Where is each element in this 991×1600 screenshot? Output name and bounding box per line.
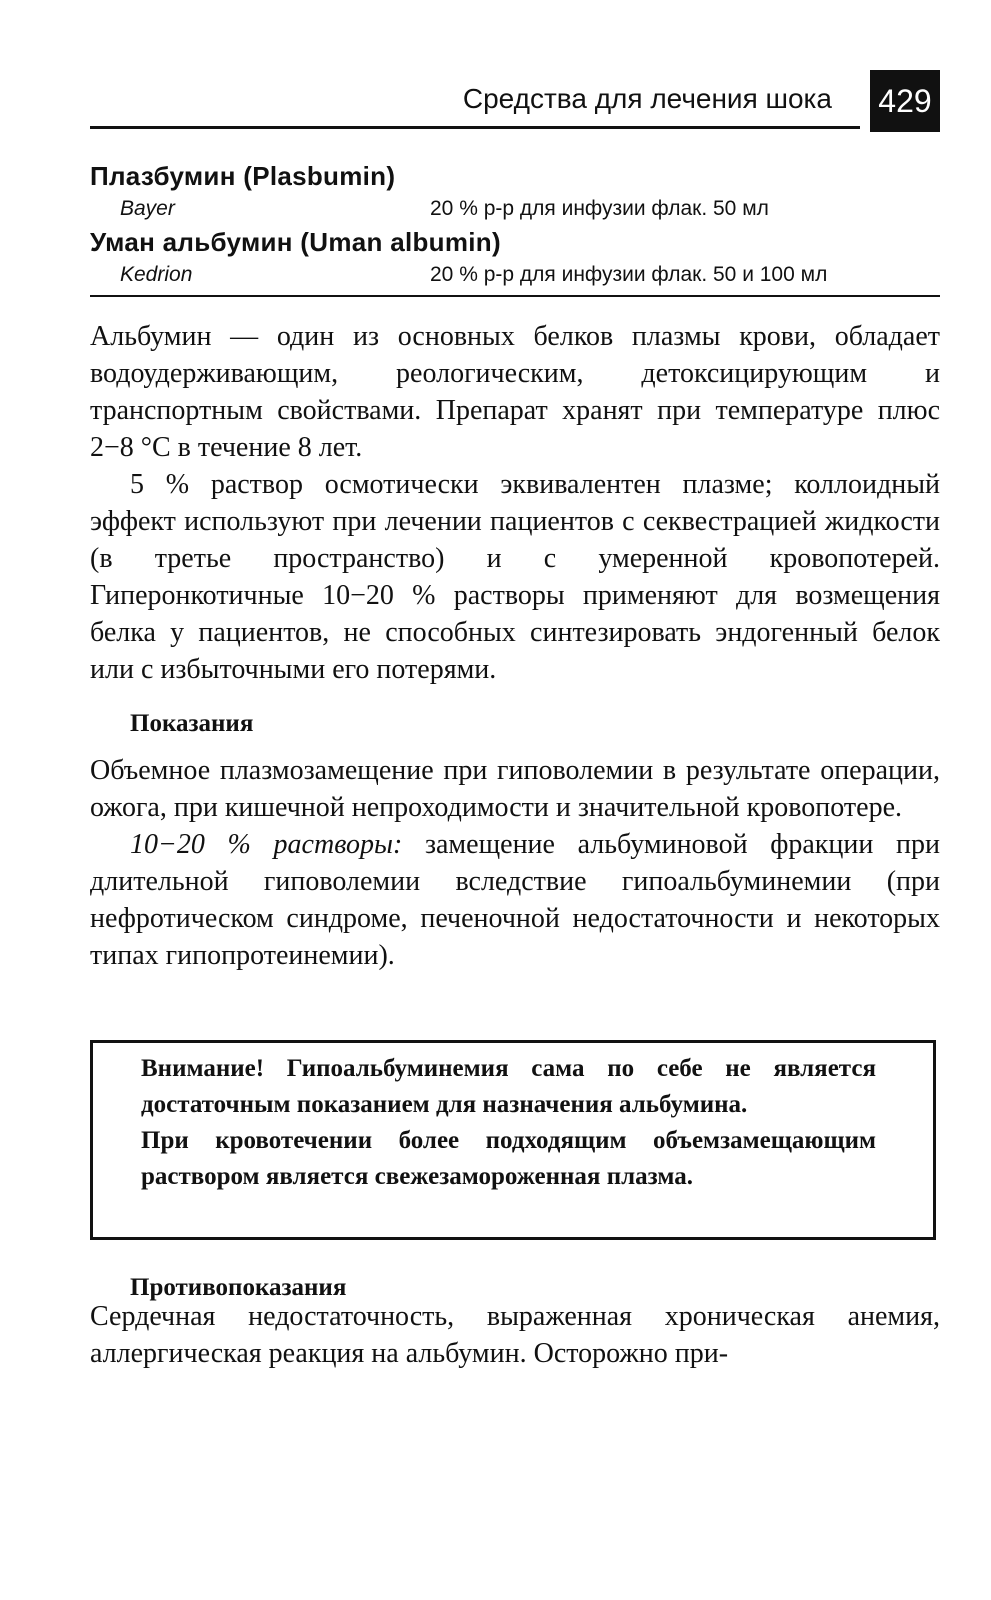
drug-name: Уман альбумин (Uman albumin) — [90, 227, 501, 257]
paragraph: 5 % раствор осмотически эквивалентен плазме; коллоидный эффект используют при лечении пациентов с секвестрацией жидкости (в третье пространство) и с умеренной кровопотерей. Гиперонкотичные 10−20 % растворы применяют для возмещения белка у пациентов, не способных синтезировать эндогенный белок или с избыточными его потерями. — [90, 469, 940, 685]
warning-paragraph: При кровотечении более подходящим объемзамещающим раствором является свежезамороженная плазма. — [141, 1127, 876, 1190]
page-number: 429 — [870, 70, 940, 132]
header-rule — [90, 126, 860, 129]
paragraph-lead: 10−20 % растворы: — [130, 829, 403, 860]
drug-manufacturer: Kedrion — [120, 263, 193, 286]
running-header — [90, 70, 940, 132]
drug-list-rule — [90, 295, 940, 297]
paragraph-rest: замещение альбуминовой фракции при длительной гиповолемии вследствие гипоальбуминемии (при нефротическом синдроме, печеночной недостаточности и некоторых типах гипопротеинемии). — [90, 829, 940, 971]
drug-detail-row — [90, 194, 940, 224]
warning-box — [90, 1040, 936, 1240]
section-title: Средства для лечения шока — [462, 83, 832, 114]
intro-text — [90, 318, 940, 688]
paragraph: Сердечная недостаточность, выраженная хроническая анемия, аллергическая реакция на альбумин. Осторожно при- — [90, 1301, 940, 1369]
warning-paragraph: Внимание! Гипоальбуминемия сама по себе не является достаточным показанием для назначения альбумина. — [141, 1055, 876, 1118]
drug-list — [90, 158, 940, 290]
contraindications-text — [90, 1298, 940, 1372]
drug-form: 20 % р-р для инфузии флак. 50 мл — [430, 197, 769, 220]
drug-form: 20 % р-р для инфузии флак. 50 и 100 мл — [430, 263, 828, 286]
indications-heading: Показания — [130, 710, 254, 737]
drug-manufacturer: Bayer — [120, 197, 175, 220]
paragraph: Объемное плазмозамещение при гиповолемии в результате операции, ожога, при кишечной непроходимости и значительной кровопотере. — [90, 755, 940, 823]
drug-name: Плазбумин (Plasbumin) — [90, 161, 396, 191]
drug-detail-row — [90, 260, 940, 290]
indications-text — [90, 752, 940, 974]
paragraph — [90, 826, 940, 974]
paragraph: Альбумин — один из основных белков плазмы крови, обладает водоудерживающим, реологическим, детоксицирующим и транспортным свойствами. Препарат хранят при температуре плюс 2−8 °C в течение 8 лет. — [90, 321, 940, 463]
contraindications-heading: Противопоказания — [130, 1274, 347, 1301]
warning-text — [141, 1051, 876, 1195]
